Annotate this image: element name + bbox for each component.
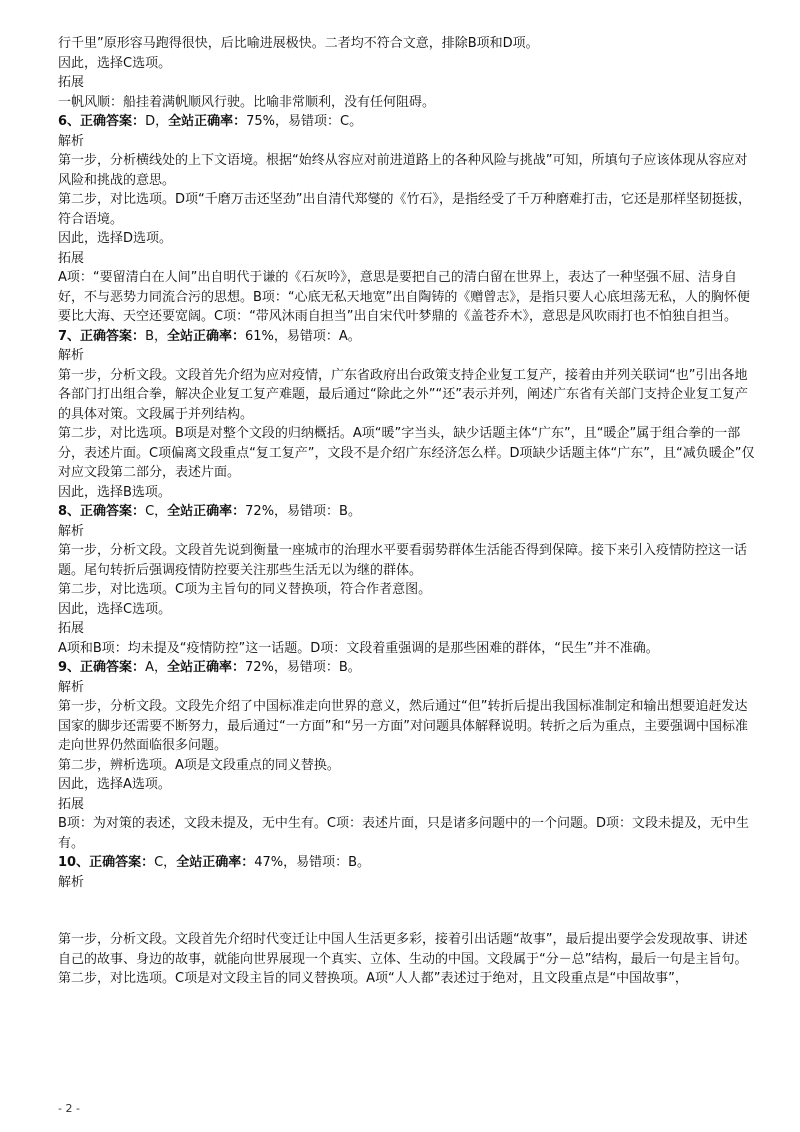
answer-value: A， bbox=[145, 660, 167, 675]
blank-gap bbox=[58, 892, 758, 930]
answer-label: 正确答案： bbox=[80, 504, 146, 519]
paragraph: 第二步，对比选项。C项是对文段主旨的同义替换项。A项“人人都”表述过于绝对，且文段重点是“中国故事”， bbox=[58, 971, 688, 986]
paragraph: 第二步，对比选项。B项是对整个文段的归纳概括。A项“暖”字当头，缺少话题主体“广东”，且“暖企”属于组合拳的一部分，表述片面。C项偏离文段重点“复工复产”，文段不是介绍广东经济怎么样。D项缺少话题主体“广东”，且“减负暖企”仅对应文段第二部分，表述片面。 bbox=[58, 426, 755, 480]
answer-label: 正确答案： bbox=[80, 660, 146, 675]
question-number: 10、 bbox=[58, 855, 90, 870]
paragraph: 第二步，对比选项。C项为主旨句的同义替换项，符合作者意图。 bbox=[58, 582, 432, 597]
answer-label: 正确答案： bbox=[80, 328, 146, 344]
answer-label: 正确答案： bbox=[80, 114, 146, 129]
paragraph: A项：“要留清白在人间”出自明代于谦的《石灰吟》，意思是要把自己的清白留在世界上，表达了一种坚强不屈、洁身自好，不与恶势力同流合污的思想。B项：“心底无私天地宽”出自陶铸的《赠曾志》，是指只要人心底坦荡无私，人的胸怀便要比大海、天空还要宽阔。C项：“带风沐雨自担当”出自宋代叶梦鼎的《盖苍乔木》，意思是风吹雨打也不怕独自担当。 bbox=[58, 270, 750, 324]
section-label-analysis: 解析 bbox=[58, 874, 85, 890]
paragraph: 因此，选择A选项。 bbox=[58, 777, 171, 792]
page-number: - 2 - bbox=[58, 1102, 80, 1115]
section-label-analysis: 解析 bbox=[58, 348, 85, 363]
question-number: 7、 bbox=[58, 328, 81, 344]
section-label-extension: 拓展 bbox=[58, 250, 85, 266]
paragraph: 第一步，分析文段。文段先介绍了中国标准走向世界的意义，然后通过“但”转折后提出我国标准制定和输出想要追赶发达国家的脚步还需要不断努力，最后通过“一方面”和“另一方面”对问题具体解释说明。转折之后为重点，主要强调中国标准走向世界仍然面临很多问题。 bbox=[58, 699, 748, 753]
answer-label: 正确答案： bbox=[89, 855, 155, 870]
answer-heading bbox=[58, 327, 758, 347]
answer-value: D， bbox=[145, 114, 169, 129]
paragraph: 一帆风顺：船挂着满帆顺风行驶。比喻非常顺利，没有任何阻碍。 bbox=[58, 94, 436, 110]
paragraph: 因此，选择D选项。 bbox=[58, 231, 173, 246]
paragraph: A项和B项：均未提及“疫情防控”这一话题。D项：文段着重强调的是那些困难的群体，“民生”并不准确。 bbox=[58, 640, 659, 656]
section-label-extension: 拓展 bbox=[58, 621, 85, 636]
accuracy-value: 47%，易错项：B。 bbox=[254, 855, 371, 870]
accuracy-value: 75%，易错项：C。 bbox=[246, 114, 363, 129]
answer-heading bbox=[58, 112, 758, 132]
section-label-analysis: 解析 bbox=[58, 679, 85, 695]
accuracy-label: 全站正确率： bbox=[167, 504, 246, 519]
accuracy-value: 61%，易错项：A。 bbox=[245, 328, 361, 344]
section-label-extension: 拓展 bbox=[58, 75, 85, 90]
answer-heading bbox=[58, 853, 758, 873]
section-label-analysis: 解析 bbox=[58, 523, 85, 539]
question-number: 9、 bbox=[58, 660, 81, 675]
paragraph: 第二步，对比选项。D项“千磨万击还坚劲”出自清代郑燮的《竹石》，是指经受了千万种磨难打击，它还是那样坚韧挺拔，符合语境。 bbox=[58, 192, 751, 227]
paragraph: 因此，选择C选项。 bbox=[58, 55, 172, 71]
paragraph: 行千里”原形容马跑得很快，后比喻进展极快。二者均不符合文意，排除B项和D项。 bbox=[58, 36, 539, 51]
answer-heading bbox=[58, 502, 758, 522]
paragraph: 因此，选择C选项。 bbox=[58, 601, 172, 617]
accuracy-label: 全站正确率： bbox=[166, 660, 245, 675]
accuracy-label: 全站正确率： bbox=[168, 114, 247, 129]
accuracy-label: 全站正确率： bbox=[166, 328, 245, 344]
paragraph: 第一步，分析文段。文段首先介绍为应对疫情，广东省政府出台政策支持企业复工复产，接着由并列关联词“也”引出各地各部门打出组合拳，解决企业复工复产难题，最后通过“除此之外”“还”表示并列，阐述广东省有关部门支持企业复工复产的具体对策。文段属于并列结构。 bbox=[58, 367, 748, 422]
accuracy-label: 全站正确率： bbox=[176, 855, 255, 870]
paragraph: 第一步，分析横线处的上下文语境。根据“始终从容应对前进道路上的各种风险与挑战”可知，所填句子应该体现从容应对风险和挑战的意思。 bbox=[58, 153, 748, 188]
question-number: 6、 bbox=[58, 114, 81, 129]
question-number: 8、 bbox=[58, 504, 81, 519]
section-label-extension: 拓展 bbox=[58, 796, 85, 812]
paragraph: 第一步，分析文段。文段首先介绍时代变迁让中国人生活更多彩，接着引出话题“故事”，最后提出要学会发现故事、讲述自己的故事、身边的故事，就能向世界展现一个真实、立体、生动的中国。文段属于“分－总”结构，最后一句是主旨句。 bbox=[58, 932, 748, 967]
paragraph: 因此，选择B选项。 bbox=[58, 484, 171, 500]
accuracy-value: 72%，易错项：B。 bbox=[245, 504, 361, 519]
answer-value: B， bbox=[145, 328, 167, 344]
answer-value: C， bbox=[145, 504, 168, 519]
document-body bbox=[58, 34, 758, 989]
accuracy-value: 72%，易错项：B。 bbox=[244, 660, 361, 675]
paragraph: B项：为对策的表述，文段未提及，无中生有。C项：表述片面，只是诸多问题中的一个问题。D项：文段未提及，无中生有。 bbox=[58, 816, 750, 851]
answer-heading bbox=[58, 658, 758, 678]
answer-value: C， bbox=[154, 855, 177, 870]
paragraph: 第二步，辨析选项。A项是文段重点的同义替换。 bbox=[58, 757, 340, 773]
paragraph: 第一步，分析文段。文段首先说到衡量一座城市的治理水平要看弱势群体生活能否得到保障。接下来引入疫情防控这一话题。尾句转折后强调疫情防控要关注那些生活无以为继的群体。 bbox=[58, 543, 748, 578]
section-label-analysis: 解析 bbox=[58, 133, 85, 149]
